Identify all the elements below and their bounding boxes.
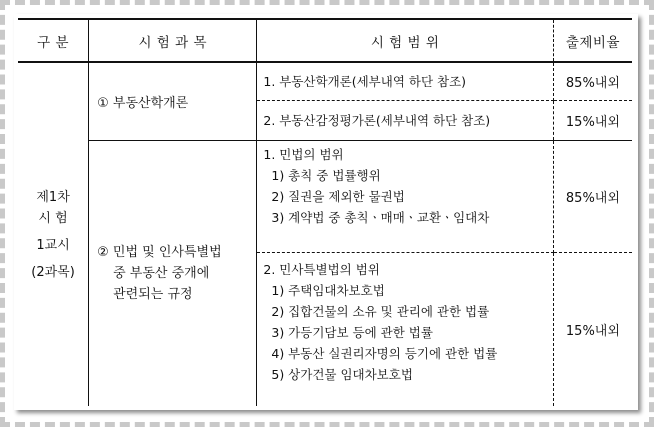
header-ratio: 출제비율 (553, 19, 632, 62)
ratio-cell: 85%내외 (553, 140, 632, 252)
header-row (18, 19, 632, 62)
scope-item: 4) 부동산 실권리자명의 등기에 관한 법률 (271, 345, 498, 361)
scope-text: 1. 부동산학개론(세부내역 하단 참조) (263, 74, 467, 90)
scope-cell (257, 252, 553, 406)
category-line: 시 험 (38, 210, 68, 226)
subject-2-line: ② 민법 및 인사특별법 (97, 244, 222, 260)
scope-cell (257, 140, 553, 252)
subject-1-cell (89, 62, 257, 140)
scope-item: 3) 가등기담보 등에 관한 법률 (271, 324, 433, 340)
subject-1-label: ① 부동산학개론 (97, 95, 189, 111)
exam-scope-table (18, 18, 632, 406)
category-line: 제1차 (36, 189, 70, 205)
header-scope: 시 험 범 위 (257, 19, 553, 62)
ratio-cell: 15%내외 (553, 101, 632, 141)
scope-item: 2) 집합건물의 소유 및 관리에 관한 법률 (271, 303, 490, 319)
header-subject: 시 험 과 목 (89, 19, 257, 62)
category-line: (2과목) (31, 264, 75, 280)
scope-item: 3) 계약법 중 총칙ㆍ매매ㆍ교환ㆍ임대차 (271, 209, 490, 225)
scope-cell (257, 101, 553, 141)
ratio-cell: 85%내외 (553, 62, 632, 101)
ratio-cell: 15%내외 (565, 323, 620, 339)
table-row (18, 140, 632, 252)
scope-item: 5) 상가건물 임대차보호법 (271, 366, 413, 382)
scope-item: 1) 총칙 중 법률행위 (271, 167, 381, 183)
scope-cell (257, 62, 553, 101)
scope-text: 2. 부동산감정평가론(세부내역 하단 참조) (263, 113, 491, 129)
table-row (18, 62, 632, 101)
scope-item: 2) 질권을 제외한 물권법 (271, 188, 405, 204)
category-cell (18, 62, 89, 406)
scope-item: 1) 주택임대차보호법 (271, 282, 385, 298)
category-line: 1교시 (36, 237, 70, 253)
subject-2-cell (89, 140, 257, 406)
header-category: 구 분 (18, 19, 89, 62)
scope-title: 2. 민사특별법의 범위 (263, 261, 380, 277)
subject-2-line: 중 부동산 중개에 (113, 265, 210, 281)
scope-title: 1. 민법의 범위 (263, 146, 344, 162)
subject-2-line: 관련되는 규정 (113, 286, 193, 302)
